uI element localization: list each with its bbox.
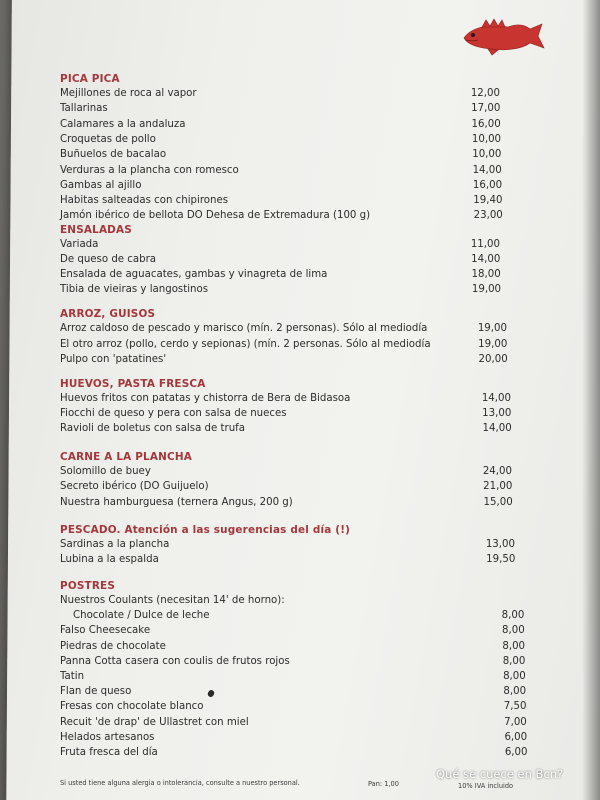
menu-item-name: Tatin [60, 671, 85, 682]
menu-item-name: Gambas al ajillo [60, 179, 142, 191]
menu-item-price: 19,50 [486, 554, 516, 566]
menu-item-price: 6,00 [504, 731, 528, 743]
menu-item-name: Arroz caldoso de pescado y marisco (mín. 2 personas). Sólo al mediodía [60, 323, 428, 334]
menu-item-name: Sardinas a la plancha [60, 539, 170, 550]
menu-item-price: 19,00 [471, 283, 502, 295]
menu-item-price: 17,00 [471, 103, 501, 115]
menu-item-price: 11,00 [470, 239, 500, 250]
menu-item-name: Flan de queso [60, 686, 132, 698]
menu-item-name: Nuestra hamburguesa (ternera Angus, 200 g) [60, 496, 293, 508]
section-title: POSTRES [60, 580, 116, 592]
menu-item-price: 18,00 [471, 268, 501, 280]
menu-item-name: Jamón ibérico de bellota DO Dehesa de Extremadura (100 g) [60, 210, 371, 222]
fish-logo-icon [458, 18, 548, 58]
menu-item-price: 19,00 [477, 323, 507, 334]
menu-item-price: 19,00 [478, 338, 508, 350]
section-title: HUEVOS, PASTA FRESCA [60, 378, 206, 390]
bread-price: Pan: 1,00 [368, 780, 399, 788]
menu-item-name: Nuestros Coulants (necesitan 14' de horno): [60, 595, 285, 606]
watermark-text: Qué se cuece en Bcn? [436, 767, 564, 781]
menu-item-price: 24,00 [482, 466, 512, 477]
menu-item-name: Ensalada de aguacates, gambas y vinagreta de lima [60, 268, 328, 280]
menu-item-name: Ravioli de boletus con salsa de trufa [60, 423, 245, 435]
menu-item-price: 8,00 [503, 686, 527, 698]
menu-item-price: 13,00 [485, 539, 515, 550]
menu-item-name: Tallarinas [60, 103, 108, 115]
vat-note: 10% IVA incluido [458, 782, 514, 790]
menu-item-name: Panna Cotta casera con coulis de frutos rojos [60, 655, 290, 667]
menu-item-name: Tibia de vieiras y langostinos [60, 283, 209, 295]
menu-item-name: Falso Cheesecake [60, 625, 151, 637]
menu-item-name: Calamares a la andaluza [60, 118, 186, 130]
menu-item-name: El otro arroz (pollo, cerdo y sepionas) (mín. 2 personas. Sólo al mediodía [60, 338, 431, 350]
menu-item-name: Habitas salteadas con chipirones [60, 195, 229, 207]
section-title: PICA PICA [60, 73, 120, 85]
menu-item-name: Fruta fresca del día [60, 747, 158, 758]
menu-item-price: 23,00 [473, 210, 503, 222]
paper-shadow-edge [582, 0, 600, 800]
allergy-note: Si usted tiene alguna alergia o intolerancia, consulte a nuestro personal. [60, 779, 300, 787]
menu-item-name: Fresas con chocolate blanco [60, 701, 204, 713]
menu-item-price: 14,00 [481, 393, 511, 404]
menu-item-price: 8,00 [503, 671, 526, 682]
menu-item-price: 16,00 [472, 179, 503, 191]
menu-item-name: Buñuelos de bacalao [60, 149, 167, 161]
section-title: ARROZ, GUISOS [60, 308, 156, 320]
menu-item-name: Recuit 'de drap' de Ullastret con miel [60, 716, 249, 728]
menu-item-price: 8,00 [502, 640, 526, 652]
menu-item-price: 8,00 [502, 625, 525, 637]
menu-item-price: 10,00 [472, 149, 502, 161]
menu-item-price: 19,40 [473, 195, 503, 207]
menu-item-name: Mejillones de roca al vapor [60, 88, 197, 99]
menu-item-price: 7,00 [504, 716, 527, 728]
menu-item-name: Fiocchi de queso y pera con salsa de nueces [60, 408, 287, 420]
menu-item-name: Lubina a la espalda [60, 554, 159, 566]
menu-item-price: 8,00 [502, 655, 526, 667]
menu-item-price: 6,00 [504, 747, 528, 758]
menu-item-name: Solomillo de buey [60, 466, 151, 477]
menu-item-price: 20,00 [478, 354, 508, 365]
menu-item-name: Helados artesanos [60, 731, 155, 743]
section-title: CARNE A LA PLANCHA [60, 451, 192, 463]
menu-item-price: 15,00 [483, 496, 513, 508]
menu-item-price: 12,00 [470, 88, 500, 99]
menu-item-price: 7,50 [503, 701, 527, 713]
menu-item-name: Huevos fritos con patatas y chistorra de Bera de Bidasoa [60, 393, 351, 404]
menu-item-price: 21,00 [483, 481, 513, 493]
menu-item-name: De queso de cabra [60, 253, 157, 265]
menu-item-name: Croquetas de pollo [60, 133, 156, 145]
menu-item-name: Variada [60, 239, 99, 250]
menu-item-price: 14,00 [471, 253, 501, 265]
menu-item-name: Piedras de chocolate [60, 640, 166, 652]
section-title: ENSALADAS [60, 224, 132, 236]
menu-item-price: 13,00 [482, 408, 512, 420]
menu-item-name: Verduras a la plancha con romesco [60, 164, 239, 176]
section-title: PESCADO. Atención a las sugerencias del día (!) [60, 524, 351, 536]
menu-item-price: 16,00 [471, 118, 501, 130]
menu-item-price: 10,00 [471, 133, 502, 145]
menu-item-name: Pulpo con 'patatines' [60, 354, 167, 365]
menu-item-name: Secreto ibérico (DO Guijuelo) [60, 481, 209, 493]
menu-item-name: Chocolate / Dulce de leche [73, 610, 210, 622]
menu-item-price: 8,00 [501, 610, 525, 622]
menu-item-price: 14,00 [472, 164, 502, 176]
menu-item-price: 14,00 [482, 423, 512, 435]
